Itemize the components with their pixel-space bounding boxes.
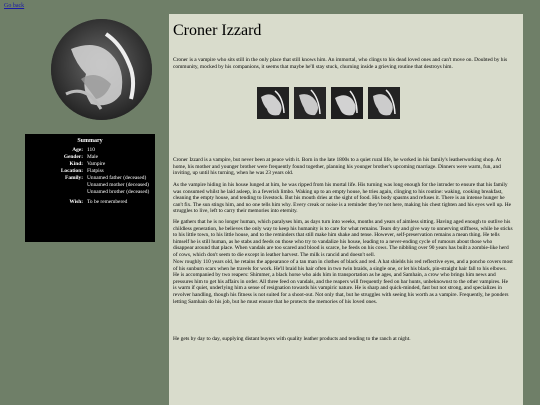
summary-row-wish <box>25 199 155 206</box>
summary-value: 110 <box>87 147 95 153</box>
summary-value <box>87 175 155 196</box>
body-paragraph: He gathers that he is no longer human, which paralyses him, as days turn into weeks, months and years of aimless sitting. Having aged enough to outlive his childless generation, he believes the only way to keep his humanity is to care for what remains. Tears dry and give way to unnerving stiffness, while he sticks to his little town, to his little house, and to the reminders that still make him shake and tense. However, self-preservation remains a mean thing. He tells himself he is still human, as he stabs and feeds on those who try to vandalize his house, leading to a never-ending cycle of rumours about those who disappear around that place. When vandals are too scared and blood is scarce, he feeds on his cows. The nibbling over 90 years has built a zombie-like herd of cows, which don't seem to die except in leather harvest. The milk is rancid and doesn't sell. <box>173 219 513 258</box>
body-paragraph: Now roughly 110 years old, he retains the appearance of a tan man in clothes of black and red. A hat shields his red reflective eyes, and a poncho covers most of his sunburn scars when he travels for work. He'll braid his hair often in two twin braids, a single one, or let his black, pin-straight hair fall to his elbows. He is accompanied by two reapers: Shimmer, a black horse who aids him in transportation as he ages, and Samhain, a crow who brings him news and pressures him to get his affairs in order. All three feed on vandals, and the reapers will frequently feed on bar hunts, unbeknownst to the other vampires. He is warm if quiet, underlying him a sense of resignation towards his vampiric nature. He is sharp and quick-minded, fast but not strong, and specializes in revolver handling, though his fitness is not suited for a shoot-out. Not only that, but he struggles with seeing his worth as a vampire. Frequently, he ponders letting Samhain do his job, but he must ensure that he protects the memories of his loved ones. <box>173 259 513 305</box>
summary-row-location <box>25 168 155 175</box>
summary-row-kind <box>25 161 155 168</box>
summary-row-gender <box>25 154 155 161</box>
summary-value: Male <box>87 154 99 160</box>
character-portrait <box>51 19 152 120</box>
summary-value: Vampire <box>87 161 106 167</box>
family-member: Unnamed father (deceased) <box>87 175 147 181</box>
summary-key: Kind: <box>69 161 83 167</box>
summary-panel <box>25 134 155 242</box>
gallery-image[interactable] <box>257 87 289 119</box>
summary-key: Wish: <box>69 199 83 205</box>
go-back-link[interactable]: Go back <box>4 3 25 9</box>
family-member: Unnamed mother (deceased) <box>87 182 149 188</box>
summary-key: Family: <box>65 175 83 181</box>
summary-row-age <box>25 147 155 154</box>
summary-row-family <box>25 175 155 196</box>
summary-key: Gender: <box>63 154 83 160</box>
gallery-image[interactable] <box>294 87 326 119</box>
summary-value: Flatpiss <box>87 168 104 174</box>
summary-value: To be remembered <box>87 199 128 205</box>
summary-title: Summary <box>77 138 103 144</box>
gallery-image[interactable] <box>368 87 400 119</box>
summary-key: Age: <box>72 147 83 153</box>
body-paragraph: Croner Izzard is a vampire, but never been at peace with it. Born in the late 1800s to a quiet rural life, he worked in his family's leatherworking shop. At home, his mother and younger brother were frequently found together, planning his younger brother's upcoming marriage. Dinners were warm, fun, and inviting, up until his turning, when he was 23 years old. <box>173 157 502 177</box>
main-content <box>169 14 523 405</box>
page-title: Croner Izzard <box>173 22 262 39</box>
body-paragraph: As the vampire hiding in his house lunged at him, he was ripped from his mortal life. His turning was long enough for the intruder to ensure that his family was consumed whilst he laid asleep, in a feverish limbo. Waking up to an empty house, he tries again, clinging to his routine: waking, cooking breakfast, cleaning the empty house, and tending to livestock. But his mouth dries at the sight of food. His body spasms and refuses it. There is an intense hunger he can't fix. The sun stings him, and no one tells him why. Every creak or noise is a reminder they're not here, making his chest tighten and his eyes well up. He struggles to live, left to carry their memories into eternity. <box>173 182 512 215</box>
gallery-image[interactable] <box>331 87 363 119</box>
family-member: Unnamed brother (deceased) <box>87 189 150 195</box>
summary-key: Location: <box>60 168 83 174</box>
body-paragraph: He gets by day to day, supplying distant buyers with quality leather products and tending to the ranch at night. <box>173 336 411 342</box>
intro-paragraph: Croner is a vampire who sits still in the only place that still knows him. An immortal, who clings to his dead loved ones and can't move on. Doubted by his community, mocked by his companions, it seems that maybe he'll stay stuck, churning inside a grieving routine that destroys him. <box>173 57 508 70</box>
image-gallery <box>257 87 400 119</box>
